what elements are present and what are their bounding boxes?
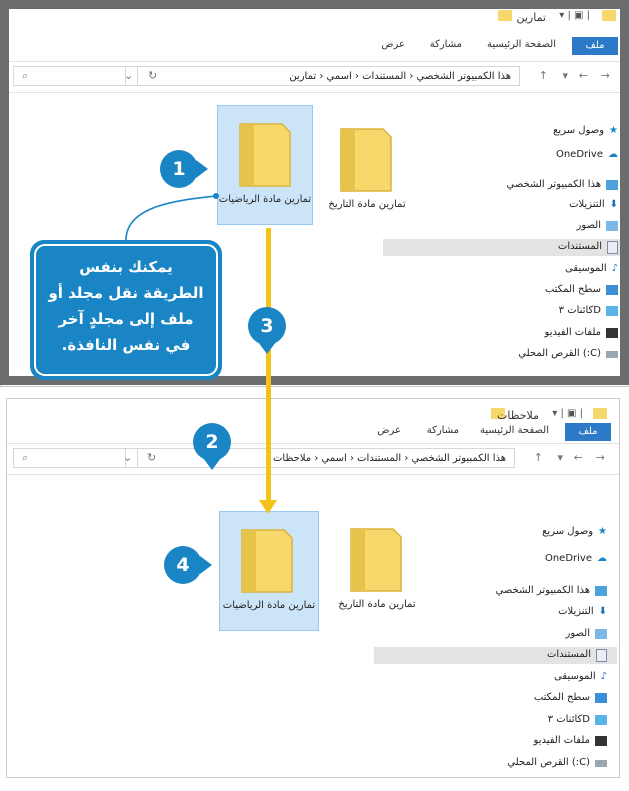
address-dropdown-icon[interactable]: ⌄ (124, 69, 134, 82)
quick-access-toolbar[interactable]: ▾ | ▣ | (559, 10, 590, 21)
folder-label: تمارين مادة الرياضيات (222, 600, 316, 611)
nav-item-3d-objects[interactable]: كائنات ٣D (548, 712, 607, 728)
step-badge-4: 4 (164, 546, 202, 584)
nav-item-onedrive[interactable]: OneDrive ☁ (556, 147, 618, 163)
drag-arrow-head-icon (259, 500, 277, 514)
step-badge-2: 2 (193, 423, 231, 461)
folder-label: تمارين مادة التاريخ (338, 599, 416, 610)
tab-file[interactable]: ملف (572, 37, 618, 55)
nav-item-desktop[interactable]: سطح المكتب (534, 690, 607, 706)
address-bar[interactable] (125, 66, 520, 86)
pictures-icon (595, 629, 607, 639)
video-icon (595, 736, 607, 746)
forward-arrow-icon[interactable]: ← (573, 451, 583, 464)
folder-history[interactable] (329, 511, 425, 631)
documents-icon (596, 649, 607, 662)
recent-dropdown-icon[interactable]: ▾ (562, 69, 568, 82)
window-title: تمارين (516, 11, 546, 24)
back-arrow-icon[interactable]: → (595, 451, 605, 464)
nav-item-desktop[interactable]: سطح المكتب (545, 282, 618, 298)
nav-item-videos[interactable]: ملفات الفيديو (545, 325, 618, 341)
nav-item-local-disk[interactable]: القرص المحلي (:C) (507, 755, 607, 771)
search-input[interactable] (13, 66, 138, 86)
music-icon: ♪ (600, 671, 607, 682)
nav-item-music[interactable]: الموسيقى ♪ (565, 261, 618, 277)
folder-history[interactable] (319, 111, 415, 231)
desktop-icon (595, 693, 607, 703)
badge-pointer-icon (200, 556, 212, 574)
computer-icon (606, 180, 618, 190)
step-badge-1: 1 (160, 150, 198, 188)
badge-pointer-icon (258, 342, 276, 354)
up-arrow-icon[interactable]: ↑ (538, 69, 548, 82)
navigation-pane (455, 97, 629, 387)
refresh-icon[interactable]: ↻ (147, 451, 157, 464)
folder-icon (240, 528, 294, 594)
nav-item-quick-access[interactable]: وصول سريع ★ (553, 123, 618, 139)
drive-icon (595, 760, 607, 767)
pictures-icon (606, 221, 618, 231)
music-icon: ♪ (611, 263, 618, 274)
address-path: هذا الكمبيوتر الشخصي ‹ المستندات ‹ اسمي ‹ ملاحظات (272, 453, 506, 464)
search-icon: ⌕ (22, 451, 29, 464)
nav-item-quick-access[interactable]: وصول سريع ★ (542, 524, 607, 540)
desktop-icon (606, 285, 618, 295)
folder-title-icon (593, 408, 607, 419)
refresh-icon[interactable]: ↻ (148, 69, 158, 82)
ribbon-tabs (1, 37, 629, 55)
step-badge-3: 3 (248, 307, 286, 345)
tab-view[interactable]: عرض (381, 39, 405, 50)
folder-icon (339, 127, 393, 193)
nav-item-onedrive[interactable]: OneDrive ☁ (545, 551, 607, 567)
drive-icon (606, 351, 618, 358)
cloud-icon: ☁ (608, 149, 618, 160)
nav-item-videos[interactable]: ملفات الفيديو (534, 733, 607, 749)
explorer-window-bottom (6, 398, 620, 778)
badge-pointer-icon (196, 160, 208, 178)
address-row (1, 61, 629, 93)
nav-item-downloads[interactable]: التنزيلات ⬇ (558, 604, 607, 620)
callout-text: يمكنك بنفس الطريقة نقل مجلد أو ملف إلى مجلدٍ آخر في نفس النافذة. (48, 258, 204, 354)
nav-item-pictures[interactable]: الصور (577, 218, 619, 234)
folder-title-icon (602, 10, 616, 21)
nav-item-this-pc[interactable]: هذا الكمبيوتر الشخصي (496, 583, 608, 599)
objects-3d-icon (606, 306, 618, 316)
address-bar[interactable] (125, 448, 515, 468)
tab-home[interactable]: الصفحة الرئيسية (480, 425, 549, 436)
cloud-icon: ☁ (597, 553, 607, 564)
address-path: هذا الكمبيوتر الشخصي ‹ المستندات ‹ اسمي ‹ تمارين (289, 71, 511, 82)
star-icon: ★ (609, 125, 618, 136)
folder-math-moved[interactable] (219, 511, 319, 631)
ribbon-tabs (7, 423, 619, 441)
search-input[interactable] (13, 448, 138, 468)
recent-dropdown-icon[interactable]: ▾ (557, 451, 563, 464)
computer-icon (595, 586, 607, 596)
nav-item-this-pc[interactable]: هذا الكمبيوتر الشخصي (507, 177, 619, 193)
nav-item-documents[interactable]: المستندات (558, 239, 618, 255)
tab-view[interactable]: عرض (377, 425, 401, 436)
folder-label: تمارين مادة التاريخ (328, 199, 406, 210)
tab-file[interactable]: ملف (565, 423, 611, 441)
window-title: ملاحظات (497, 409, 539, 422)
callout-box (30, 240, 222, 380)
nav-item-downloads[interactable]: التنزيلات ⬇ (569, 197, 618, 213)
folder-icon (349, 527, 403, 593)
folder-math-selected[interactable] (217, 105, 313, 225)
tab-home[interactable]: الصفحة الرئيسية (487, 39, 556, 50)
tab-share[interactable]: مشاركة (429, 39, 462, 50)
download-icon: ⬇ (598, 606, 607, 617)
navigation-pane (444, 479, 619, 778)
nav-item-music[interactable]: الموسيقى ♪ (554, 669, 607, 685)
quick-access-toolbar[interactable]: ▾ | ▣ | (552, 408, 583, 419)
folder-label: تمارين مادة الرياضيات (218, 194, 312, 205)
address-dropdown-icon[interactable]: ⌄ (123, 451, 133, 464)
objects-3d-icon (595, 715, 607, 725)
forward-arrow-icon[interactable]: ← (578, 69, 588, 82)
star-icon: ★ (598, 526, 607, 537)
nav-item-3d-objects[interactable]: كائنات ٣D (559, 303, 618, 319)
address-row (7, 443, 619, 475)
back-arrow-icon[interactable]: → (600, 69, 610, 82)
badge-pointer-icon (203, 458, 221, 470)
download-icon: ⬇ (609, 199, 618, 210)
video-icon (606, 328, 618, 338)
documents-icon (607, 241, 618, 254)
folder-small-icon (498, 10, 512, 21)
nav-item-documents[interactable]: المستندات (547, 647, 607, 663)
drag-arrow-line (266, 228, 271, 504)
nav-item-pictures[interactable]: الصور (566, 626, 608, 642)
nav-item-local-disk[interactable]: القرص المحلي (:C) (518, 346, 618, 362)
search-icon: ⌕ (22, 69, 29, 82)
folder-icon (238, 122, 292, 188)
up-arrow-icon[interactable]: ↑ (533, 451, 543, 464)
tab-share[interactable]: مشاركة (426, 425, 459, 436)
title-bar (1, 1, 629, 29)
